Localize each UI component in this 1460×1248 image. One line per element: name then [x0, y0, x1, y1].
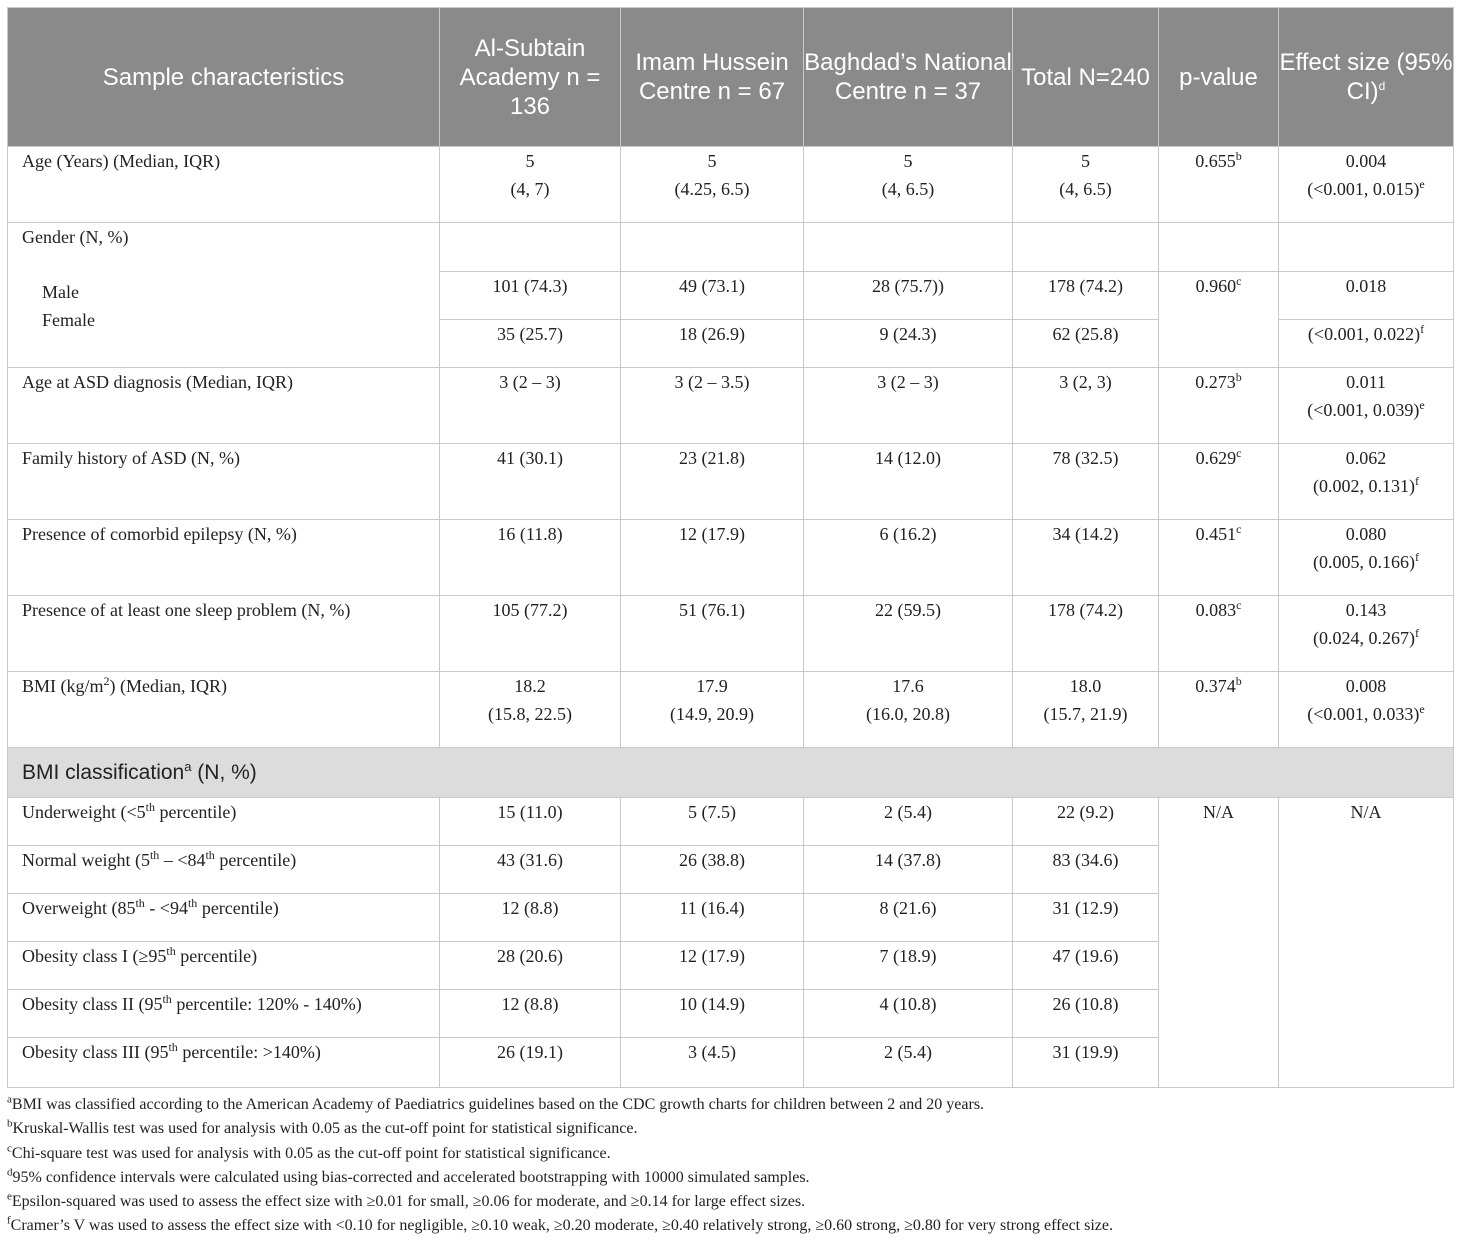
p-value-cell: N/A — [1159, 798, 1279, 1088]
p-value-cell: 0.273$^b$ — [1159, 368, 1279, 444]
row-family-history — [8, 444, 1454, 520]
p-value-cell: 0.655$^b$ — [1159, 147, 1279, 223]
row-label: Presence of at least one sleep problem (N, %) — [8, 596, 440, 672]
row-label: Obesity class II (95th percentile: 120% - 140%) — [8, 990, 440, 1038]
cell: 14 (12.0) — [804, 444, 1013, 520]
cell: 178 (74.2) — [1013, 272, 1159, 320]
cell: 101 (74.3) — [440, 272, 621, 320]
cell: 78 (32.5) — [1013, 444, 1159, 520]
col-header-al-subtain: Al-Subtain Academy n = 136 — [440, 8, 621, 147]
effect-cell: 0.008 (<0.001, 0.033)$^e$ — [1279, 672, 1454, 748]
cell: 7 (18.9) — [804, 942, 1013, 990]
cell: 12 (17.9) — [621, 520, 804, 596]
p-value-cell: 0.451$^c$ — [1159, 520, 1279, 596]
cell: 17.6 (16.0, 20.8) — [804, 672, 1013, 748]
cell: 5 (4, 6.5) — [804, 147, 1013, 223]
row-label: Age at ASD diagnosis (Median, IQR) — [8, 368, 440, 444]
footnote-a: $^a$BMI was classified according to the American Academy of Paediatrics guidelines based on the CDC growth charts for children between 2 and 20 years. — [7, 1093, 985, 1113]
header-row — [8, 8, 1454, 147]
cell: 35 (25.7) — [440, 320, 621, 368]
cell: 2 (5.4) — [804, 798, 1013, 846]
cell: 12 (8.8) — [440, 894, 621, 942]
p-value-cell: 0.083$^c$ — [1159, 596, 1279, 672]
cell: 41 (30.1) — [440, 444, 621, 520]
effect-cell: 0.018 — [1279, 272, 1454, 320]
cell: 16 (11.8) — [440, 520, 621, 596]
row-sleep — [8, 596, 1454, 672]
cell: 3 (4.5) — [621, 1038, 804, 1088]
cell — [621, 223, 804, 272]
cell: 10 (14.9) — [621, 990, 804, 1038]
effect-cell: 0.011 (<0.001, 0.039)$^e$ — [1279, 368, 1454, 444]
row-label: Obesity class III (95th percentile: >140%) — [8, 1038, 440, 1088]
cell — [1279, 223, 1454, 272]
row-label: BMI $(kg/m^2)$ (Median, IQR) — [8, 672, 440, 748]
cell: 14 (37.8) — [804, 846, 1013, 894]
row-age — [8, 147, 1454, 223]
cell: 22 (59.5) — [804, 596, 1013, 672]
table-container — [7, 7, 1453, 1088]
cell — [440, 223, 621, 272]
cell: 34 (14.2) — [1013, 520, 1159, 596]
row-label: Age (Years) (Median, IQR) — [8, 147, 440, 223]
col-header-characteristics: Sample characteristics — [8, 8, 440, 147]
cell: 4 (10.8) — [804, 990, 1013, 1038]
cell: 12 (17.9) — [621, 942, 804, 990]
p-value-cell: 0.629$^c$ — [1159, 444, 1279, 520]
row-underweight — [8, 798, 1454, 846]
cell: 62 (25.8) — [1013, 320, 1159, 368]
effect-header-text: Effect size (95% CI) — [1279, 49, 1453, 105]
cell: 22 (9.2) — [1013, 798, 1159, 846]
footnotes — [7, 1093, 1453, 1239]
cell: 28 (20.6) — [440, 942, 621, 990]
cell: 26 (38.8) — [621, 846, 804, 894]
row-label: Obesity class I (≥95th percentile) — [8, 942, 440, 990]
cell — [1159, 223, 1279, 272]
characteristics-table — [7, 7, 1454, 1088]
cell: 8 (21.6) — [804, 894, 1013, 942]
cell: 9 (24.3) — [804, 320, 1013, 368]
cell: 5 (4.25, 6.5) — [621, 147, 804, 223]
row-label-gender: Gender (N, %) Male Female — [8, 223, 440, 368]
section-bmi-classification — [8, 748, 1454, 798]
footnote-c: $^c$Chi-square test was used for analysis with 0.05 as the cut-off point for statistical significance. — [7, 1142, 611, 1162]
cell: 51 (76.1) — [621, 596, 804, 672]
cell: 83 (34.6) — [1013, 846, 1159, 894]
cell: 15 (11.0) — [440, 798, 621, 846]
p-value-cell: 0.374$^b$ — [1159, 672, 1279, 748]
cell: 11 (16.4) — [621, 894, 804, 942]
cell — [1013, 223, 1159, 272]
cell: 17.9 (14.9, 20.9) — [621, 672, 804, 748]
footnote-d: $^d$95% confidence intervals were calculated using bias-corrected and accelerated bootstrapping with 10000 simulated samples. — [7, 1166, 810, 1186]
cell — [804, 223, 1013, 272]
cell: 28 (75.7)) — [804, 272, 1013, 320]
cell: 49 (73.1) — [621, 272, 804, 320]
cell: 5 (7.5) — [621, 798, 804, 846]
cell: 43 (31.6) — [440, 846, 621, 894]
cell: 5 (4, 6.5) — [1013, 147, 1159, 223]
cell: 3 (2 – 3) — [440, 368, 621, 444]
effect-cell: 0.062 (0.002, 0.131)$^f$ — [1279, 444, 1454, 520]
cell: 31 (12.9) — [1013, 894, 1159, 942]
row-label: Overweight (85th - <94th percentile) — [8, 894, 440, 942]
cell: 3 (2 – 3) — [804, 368, 1013, 444]
cell: 12 (8.8) — [440, 990, 621, 1038]
effect-header-sup: d — [1378, 79, 1386, 93]
cell: 105 (77.2) — [440, 596, 621, 672]
p-value-cell: 0.960$^c$ — [1159, 272, 1279, 368]
cell: 18.2 (15.8, 22.5) — [440, 672, 621, 748]
col-header-imam-hussein: Imam Hussein Centre n = 67 — [621, 8, 804, 147]
cell: 178 (74.2) — [1013, 596, 1159, 672]
effect-cell: (<0.001, 0.022)$^f$ — [1279, 320, 1454, 368]
row-label: Presence of comorbid epilepsy (N, %) — [8, 520, 440, 596]
row-epilepsy — [8, 520, 1454, 596]
effect-cell: N/A — [1279, 798, 1454, 1088]
section-title: BMI classification$^a$ (N, %) — [8, 748, 1454, 798]
col-header-baghdad: Baghdad’s National Centre n = 37 — [804, 8, 1013, 147]
cell: 2 (5.4) — [804, 1038, 1013, 1088]
cell: 6 (16.2) — [804, 520, 1013, 596]
row-label: Normal weight (5th – <84th percentile) — [8, 846, 440, 894]
col-header-total: Total N=240 — [1013, 8, 1159, 147]
footnote-f: $^f$Cramer’s V was used to assess the effect size with <0.10 for negligible, ≥0.10 weak, ≥0.20 moderate, ≥0.40 relatively strong, ≥0.60 strong, ≥0.80 for very strong effect size. — [7, 1215, 1113, 1235]
cell: 18.0 (15.7, 21.9) — [1013, 672, 1159, 748]
cell: 23 (21.8) — [621, 444, 804, 520]
col-header-effect-size — [1279, 8, 1454, 147]
cell: 26 (19.1) — [440, 1038, 621, 1088]
effect-cell: 0.080 (0.005, 0.166)$^f$ — [1279, 520, 1454, 596]
gender-female-label: Female — [42, 310, 95, 330]
row-label: Underweight (<5th percentile) — [8, 798, 440, 846]
effect-cell: 0.143 (0.024, 0.267)$^f$ — [1279, 596, 1454, 672]
cell: 26 (10.8) — [1013, 990, 1159, 1038]
cell: 47 (19.6) — [1013, 942, 1159, 990]
cell: 3 (2 – 3.5) — [621, 368, 804, 444]
footnote-e: $^e$Epsilon-squared was used to assess the effect size with ≥0.01 for small, ≥0.06 for moderate, and ≥0.14 for large effect sizes. — [7, 1190, 806, 1211]
row-bmi — [8, 672, 1454, 748]
cell: 31 (19.9) — [1013, 1038, 1159, 1088]
cell: 3 (2, 3) — [1013, 368, 1159, 444]
footnote-b: $^b$Kruskal-Wallis test was used for analysis with 0.05 as the cut-off point for statistical significance. — [7, 1117, 638, 1138]
row-gender — [8, 223, 1454, 272]
cell: 18 (26.9) — [621, 320, 804, 368]
row-age-diagnosis — [8, 368, 1454, 444]
cell: 5 (4, 7) — [440, 147, 621, 223]
col-header-p-value: p-value — [1159, 8, 1279, 147]
row-label: Family history of ASD (N, %) — [8, 444, 440, 520]
effect-cell: 0.004 (<0.001, 0.015)$^e$ — [1279, 147, 1454, 223]
gender-male-label: Male — [42, 282, 79, 302]
